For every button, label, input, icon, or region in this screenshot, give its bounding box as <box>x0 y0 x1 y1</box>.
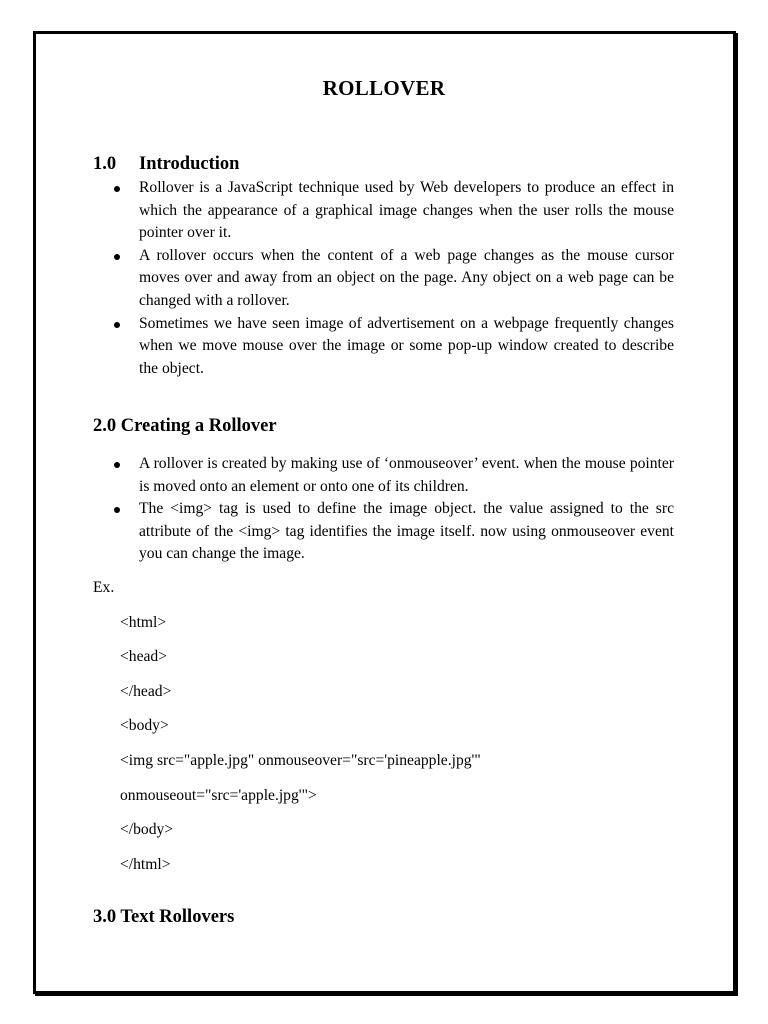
bullet-text: Rollover is a JavaScript technique used by Web developers to produce an effect in which the appearance of a graphical image changes when the user rolls the mouse pointer over it. <box>139 179 674 242</box>
bullet-text: Sometimes we have seen image of advertisement on a webpage frequently changes when we move mouse over the image or some pop-up window created to describe the object. <box>139 314 674 377</box>
creating-rollover-bullet-list <box>93 453 674 566</box>
bullet-icon <box>114 186 120 192</box>
section-number: 1.0 <box>93 154 117 174</box>
code-line: <html> <box>120 614 167 631</box>
bullet-icon <box>114 254 120 260</box>
code-line: </html> <box>120 856 171 873</box>
list-item <box>93 498 674 566</box>
code-line: </body> <box>120 821 174 838</box>
list-item <box>93 245 674 313</box>
section-title: Introduction <box>139 154 240 174</box>
bullet-text: The <img> tag is used to define the image object. the value assigned to the src attribute of the <img> tag identifies the image itself. now using onmouseover event you can change the image. <box>139 500 674 563</box>
code-line: <head> <box>120 648 168 665</box>
list-item <box>93 453 674 498</box>
example-label: Ex. <box>93 579 115 596</box>
section-heading-text-rollovers: 3.0 Text Rollovers <box>93 907 235 927</box>
code-line: <body> <box>120 717 169 734</box>
bullet-icon <box>114 507 120 513</box>
code-line: onmouseout="src='apple.jpg'"> <box>120 787 317 804</box>
code-line: </head> <box>120 683 172 700</box>
bullet-text: A rollover occurs when the content of a web page changes as the mouse cursor moves over and away from an object on the page. Any object on a web page can be changed with a rollover. <box>139 246 674 309</box>
introduction-bullet-list <box>93 177 674 380</box>
bullet-icon <box>114 322 120 328</box>
section-heading-introduction <box>93 154 239 175</box>
list-item <box>93 177 674 245</box>
list-item <box>93 313 674 381</box>
bullet-icon <box>114 462 120 468</box>
section-heading-creating-rollover: 2.0 Creating a Rollover <box>93 416 277 436</box>
bullet-text: A rollover is created by making use of ‘onmouseover’ event. when the mouse pointer is moved onto an element or onto one of its children. <box>139 455 674 495</box>
document-title: ROLLOVER <box>322 76 446 100</box>
code-line: <img src="apple.jpg" onmouseover="src='pineapple.jpg'" <box>120 752 481 769</box>
